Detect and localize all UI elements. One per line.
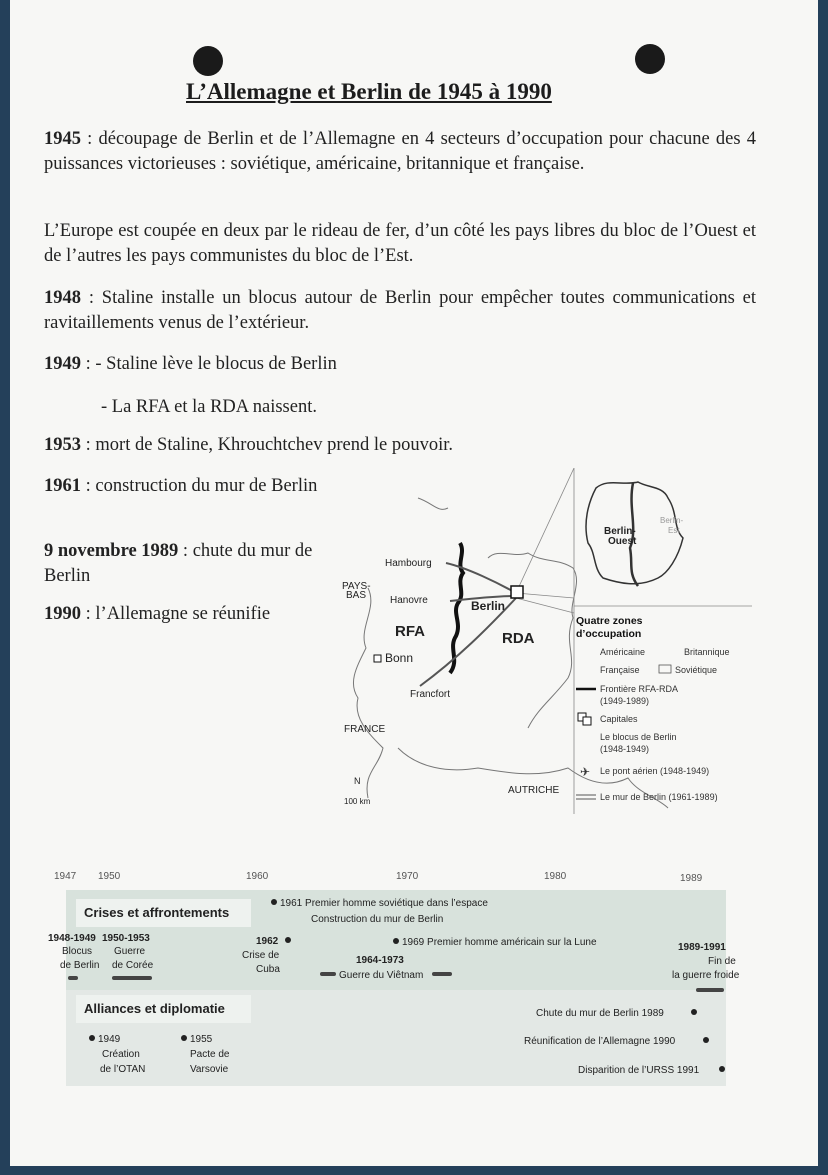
section-alliances: Alliances et diplomatie bbox=[84, 1001, 225, 1016]
event-1969: 1969 Premier homme américain sur la Lune bbox=[402, 937, 597, 948]
legend-mur: Le mur de Berlin (1961-1989) bbox=[600, 792, 718, 802]
inset-label-berlin-est-1: Berlin- bbox=[660, 516, 684, 525]
paragraph-1990: 1990 : l’Allemagne se réunifie bbox=[44, 604, 271, 624]
legend-frontiere-dates: (1949-1989) bbox=[600, 696, 650, 706]
paragraph-1961: 1961 : construction du mur de Berlin bbox=[44, 476, 318, 496]
binder-hole-left bbox=[193, 46, 223, 76]
axis-1970: 1970 bbox=[396, 871, 419, 882]
coree-a: Guerre bbox=[114, 946, 146, 957]
axis-1989: 1989 bbox=[680, 873, 703, 884]
axis-1947: 1947 bbox=[54, 871, 77, 882]
legend-sovietique-swatch bbox=[659, 665, 671, 673]
label-rfa: RFA bbox=[395, 623, 425, 640]
legend-sovietique: Soviétique bbox=[675, 665, 718, 675]
paragraph-1948: 1948 : Staline installe un blocus autour de Berlin pour empêcher toutes communications et ravitaillements venus de l’extérieur. bbox=[44, 288, 756, 333]
blocus-b: de Berlin bbox=[60, 960, 100, 971]
cuba-b: Cuba bbox=[256, 964, 280, 975]
label-france: FRANCE bbox=[344, 724, 386, 735]
otan-a: Création bbox=[102, 1049, 140, 1060]
legend-francaise: Française bbox=[600, 665, 640, 675]
paragraph-iron-curtain: L’Europe est coupée en deux par le rideau de fer, d’un côté les pays libres du bloc de l’Ouest et de l’autres les pays communistes du bloc de l’Est. bbox=[44, 221, 756, 266]
label-bonn: Bonn bbox=[385, 651, 414, 665]
legend-americaine: Américaine bbox=[600, 647, 646, 657]
label-rda: RDA bbox=[502, 630, 535, 647]
otan-b: de l’OTAN bbox=[100, 1064, 146, 1075]
label-pays-bas-2: BAS bbox=[346, 590, 367, 601]
label-north: N bbox=[354, 776, 361, 786]
paragraph-1949-b: - La RFA et la RDA naissent. bbox=[101, 397, 317, 417]
paragraph-1945: 1945 : découpage de Berlin et de l’Allemagne en 4 secteurs d’occupation pour chacune des 4 puissances victorieuses : soviétique, américaine, britannique et française. bbox=[44, 129, 757, 174]
vietnam-label: Guerre du Viêtnam bbox=[339, 970, 424, 981]
coree-b: de Corée bbox=[112, 960, 154, 971]
inset-label-berlin-ouest-2: Ouest bbox=[608, 536, 637, 547]
label-scale: 100 km bbox=[344, 797, 371, 806]
legend-title-2: d’occupation bbox=[576, 628, 642, 640]
legend-blocus: Le blocus de Berlin bbox=[600, 732, 677, 742]
varsovie-year: 1955 bbox=[190, 1034, 213, 1045]
axis-1980: 1980 bbox=[544, 871, 567, 882]
timeline bbox=[46, 864, 746, 1094]
bonn-marker bbox=[374, 655, 381, 662]
label-pays-bas-1: PAYS- bbox=[342, 581, 371, 592]
blocus-year: 1948-1949 bbox=[48, 933, 96, 944]
fin-a: Fin de bbox=[708, 956, 736, 967]
inset-label-berlin-ouest-1: Berlin- bbox=[604, 526, 636, 537]
coree-year: 1950-1953 bbox=[102, 933, 150, 944]
legend-capitales: Capitales bbox=[600, 714, 638, 724]
event-chute: Chute du mur de Berlin 1989 bbox=[536, 1008, 664, 1019]
varsovie-b: Varsovie bbox=[190, 1064, 229, 1075]
page-title: L’Allemagne et Berlin de 1945 à 1990 bbox=[186, 79, 552, 104]
cuba-a: Crise de bbox=[242, 950, 280, 961]
event-reunification: Réunification de l’Allemagne 1990 bbox=[524, 1036, 676, 1047]
fin-b: la guerre froide bbox=[672, 970, 740, 981]
label-francfort: Francfort bbox=[410, 689, 451, 700]
label-berlin: Berlin bbox=[471, 599, 506, 613]
paragraph-1953: 1953 : mort de Staline, Khrouchtchev prend le pouvoir. bbox=[44, 435, 453, 455]
axis-1960: 1960 bbox=[246, 871, 269, 882]
section-crises: Crises et affrontements bbox=[84, 905, 230, 920]
legend-pont-aerien: Le pont aérien (1948-1949) bbox=[600, 766, 710, 776]
coast-line bbox=[418, 498, 448, 509]
axis-1950: 1950 bbox=[98, 871, 121, 882]
label-hanovre: Hanovre bbox=[390, 595, 428, 606]
label-hambourg: Hambourg bbox=[385, 558, 432, 569]
western-border bbox=[353, 588, 383, 798]
berlin-marker bbox=[511, 586, 523, 598]
legend-plane-icon: ✈ bbox=[580, 765, 591, 779]
event-1961a: 1961 Premier homme soviétique dans l’espace bbox=[280, 898, 488, 909]
legend-blocus-dates: (1948-1949) bbox=[600, 744, 650, 754]
binder-hole-right bbox=[635, 44, 665, 74]
paragraph-1989: 9 novembre 1989 : chute du mur de Berlin bbox=[44, 541, 313, 586]
event-urss: Disparition de l’URSS 1991 bbox=[578, 1065, 700, 1076]
otan-year: 1949 bbox=[98, 1034, 121, 1045]
event-1961b: Construction du mur de Berlin bbox=[311, 914, 444, 925]
label-autriche: AUTRICHE bbox=[508, 785, 560, 796]
germany-map bbox=[338, 468, 752, 814]
blocus-a: Blocus bbox=[62, 946, 93, 957]
cuba-year: 1962 bbox=[256, 936, 279, 947]
fin-year: 1989-1991 bbox=[678, 942, 726, 953]
paragraph-1949: 1949 : - Staline lève le blocus de Berlin bbox=[44, 354, 337, 374]
varsovie-a: Pacte de bbox=[190, 1049, 230, 1060]
legend-frontiere: Frontière RFA-RDA bbox=[600, 684, 679, 694]
legend-britannique: Britannique bbox=[684, 647, 730, 657]
inset-label-berlin-est-2: Est bbox=[668, 526, 680, 535]
legend-title-1: Quatre zones bbox=[576, 615, 643, 627]
vietnam-year: 1964-1973 bbox=[356, 955, 404, 966]
